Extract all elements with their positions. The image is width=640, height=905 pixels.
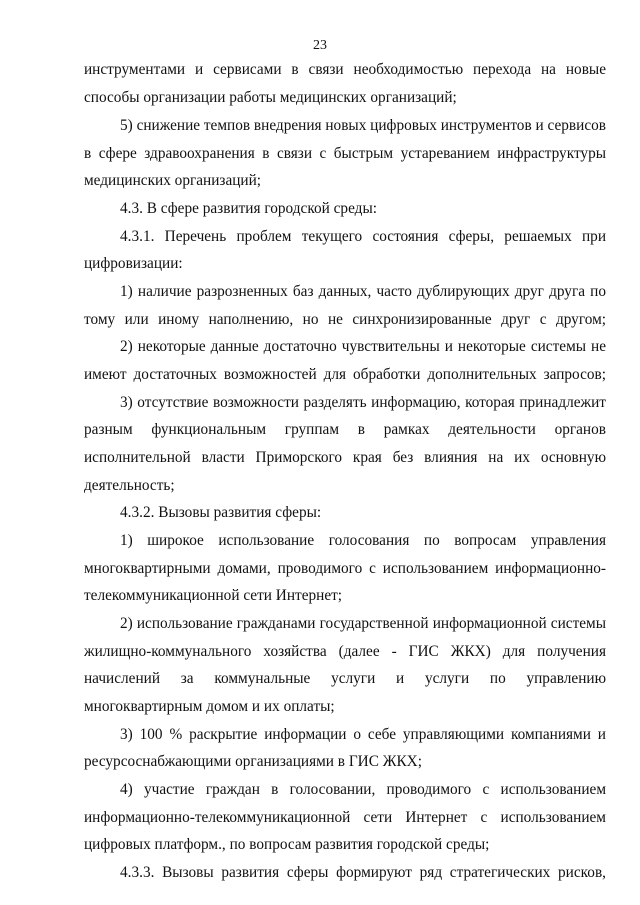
text-line: медицинских организаций; xyxy=(84,172,262,189)
text-line: в сфере здравоохранения в связи с быстрым устареванием инфраструктуры xyxy=(84,145,606,162)
text-line: деятельность; xyxy=(84,477,175,494)
text-line: 3) 100 % раскрытие информации о себе управляющими компаниями и xyxy=(120,726,606,743)
text-line: 2) использование гражданами государственной информационной системы xyxy=(120,615,606,632)
text-line: телекоммуникационной сети Интернет; xyxy=(84,587,343,604)
text-line: 1) наличие разрозненных баз данных, часто дублирующих друг друга по xyxy=(120,283,606,300)
text-line: цифровизации: xyxy=(84,255,183,272)
text-line: исполнительной власти Приморского края без влияния на их основную xyxy=(84,449,606,466)
text-line: 4.3.1. Перечень проблем текущего состояния сферы, решаемых при xyxy=(120,228,606,245)
text-line: разным функциональным группам в рамках деятельности органов xyxy=(84,421,606,438)
text-line: 2) некоторые данные достаточно чувствительны и некоторые системы не xyxy=(120,338,606,355)
text-line: жилищно-коммунального хозяйства (далее - ГИС ЖКХ) для получения xyxy=(84,643,606,660)
page-number: 23 xyxy=(313,38,327,53)
text-line: 4.3.2. Вызовы развития сферы: xyxy=(120,504,322,521)
text-line: способы организации работы медицинских организаций; xyxy=(84,89,457,106)
text-line: 3) отсутствие возможности разделять информацию, которая принадлежит xyxy=(120,394,606,411)
text-line: тому или иному наполнению, но не синхронизированные друг с другом; xyxy=(84,311,606,328)
text-line: цифровых платформ., по вопросам развития городской среды; xyxy=(84,836,490,853)
text-line: многоквартирным домом и их оплаты; xyxy=(84,698,335,715)
text-line: инструментами и сервисами в связи необходимостью перехода на новые xyxy=(84,61,606,78)
text-line: многоквартирными домами, проводимого с использованием информационно- xyxy=(84,560,606,577)
text-line: 5) снижение темпов внедрения новых цифровых инструментов и сервисов xyxy=(120,117,606,134)
text-line: 4.3.3. Вызовы развития сферы формируют ряд стратегических рисков, xyxy=(120,864,606,881)
text-line: начислений за коммунальные услуги и услуги по управлению xyxy=(84,670,606,687)
text-line: 4) участие граждан в голосовании, проводимого с использованием xyxy=(120,781,606,798)
text-line: информационно-телекоммуникационной сети Интернет с использованием xyxy=(84,809,606,826)
text-line: ресурсоснабжающими организациями в ГИС ЖКХ; xyxy=(84,753,422,770)
text-line: 4.3. В сфере развития городской среды: xyxy=(120,200,377,217)
text-line: имеют достаточных возможностей для обработки дополнительных запросов; xyxy=(84,366,606,383)
text-line: 1) широкое использование голосования по вопросам управления xyxy=(120,532,606,549)
